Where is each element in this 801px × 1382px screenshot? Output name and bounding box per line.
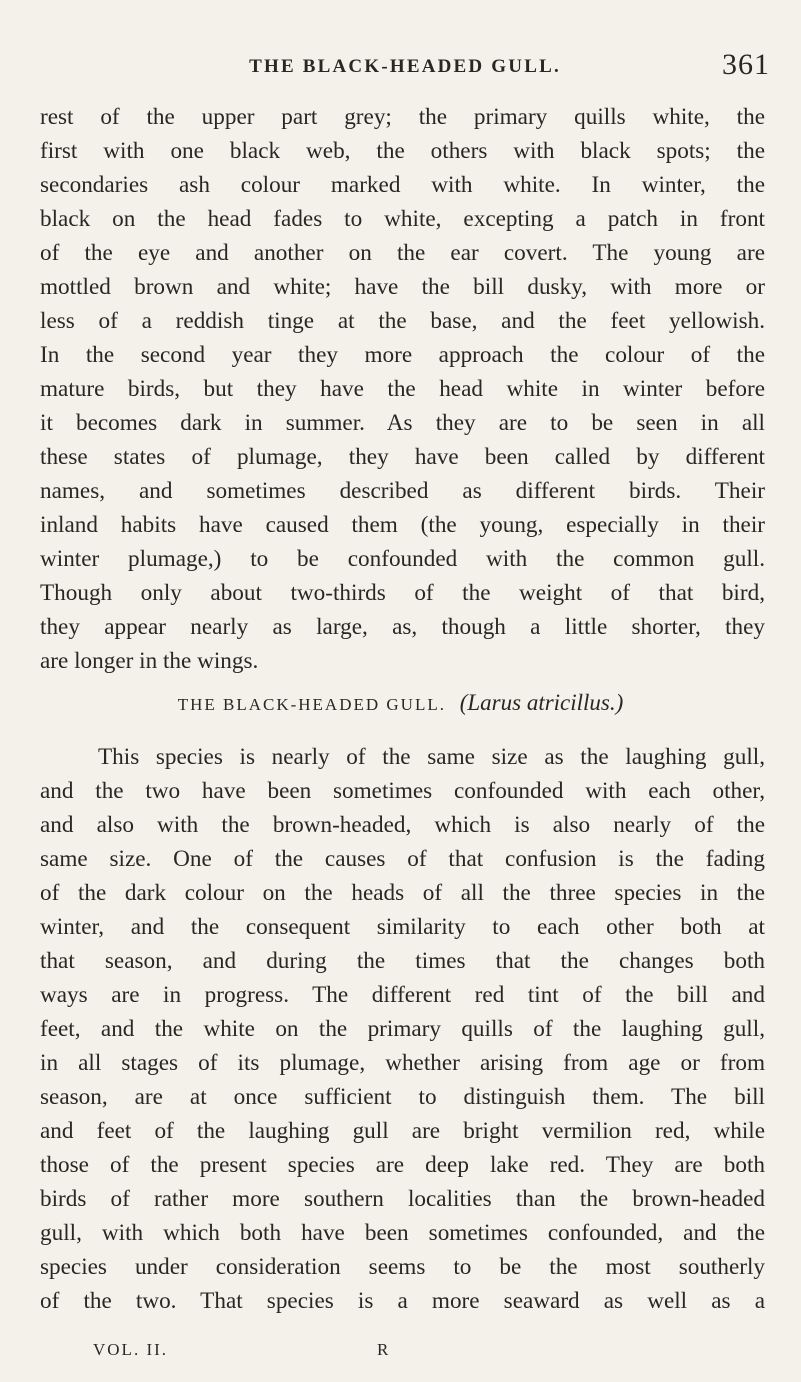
text-line: and the two have been sometimes confounded with each other, [40, 778, 765, 804]
text-line: inland habits have caused them (the young, especially in their [40, 512, 765, 538]
latin-name: (Larus atricillus.) [459, 690, 624, 715]
text-line: these states of plumage, they have been called by different [40, 444, 765, 470]
text-line: mottled brown and white; have the bill dusky, with more or [40, 274, 765, 300]
text-line: of the dark colour on the heads of all the three species in the [40, 880, 765, 906]
volume-label: VOL. II. [93, 1340, 169, 1359]
text-line: are longer in the wings. [40, 648, 259, 674]
paragraph-species-comparison [40, 740, 765, 1318]
text-line: winter, and the consequent similarity to each other both at [40, 914, 765, 940]
page-footer [93, 1340, 453, 1364]
text-line: those of the present species are deep lake red. They are both [40, 1152, 765, 1178]
text-line: birds of rather more southern localities than the brown-headed [40, 1186, 765, 1212]
text-line: and feet of the laughing gull are bright vermilion red, while [40, 1118, 765, 1144]
text-line: ways are in progress. The different red tint of the bill and [40, 982, 765, 1008]
text-line: and also with the brown-headed, which is also nearly of the [40, 812, 765, 838]
text-line: names, and sometimes described as different birds. Their [40, 478, 765, 504]
signature-mark: R [377, 1340, 391, 1359]
section-heading [0, 688, 801, 720]
text-line: that season, and during the times that the changes both [40, 948, 765, 974]
text-line: less of a reddish tinge at the base, and the feet yellowish. [40, 308, 765, 334]
text-line: of the two. That species is a more seaward as well as a [40, 1288, 765, 1314]
text-line: This species is nearly of the same size as the laughing gull, [98, 744, 765, 770]
text-line: they appear nearly as large, as, though a little shorter, they [40, 614, 765, 640]
running-head [40, 48, 770, 86]
text-line: same size. One of the causes of that confusion is the fading [40, 846, 765, 872]
running-title: THE BLACK-HEADED GULL. [249, 56, 561, 77]
text-line: first with one black web, the others with black spots; the [40, 138, 765, 164]
text-line: of the eye and another on the ear covert. The young are [40, 240, 765, 266]
text-line: In the second year they more approach the colour of the [40, 342, 765, 368]
text-line: black on the head fades to white, excepting a patch in front [40, 206, 765, 232]
text-line: mature birds, but they have the head white in winter before [40, 376, 765, 402]
text-line: feet, and the white on the primary quills of the laughing gull, [40, 1016, 765, 1042]
text-line: rest of the upper part grey; the primary quills white, the [40, 104, 765, 130]
paragraph-plumage-description [40, 100, 765, 678]
section-title: THE BLACK-HEADED GULL. [177, 695, 446, 714]
text-line: secondaries ash colour marked with white. In winter, the [40, 172, 765, 198]
text-line: Though only about two-thirds of the weight of that bird, [40, 580, 765, 606]
text-line: in all stages of its plumage, whether arising from age or from [40, 1050, 765, 1076]
text-line: winter plumage,) to be confounded with the common gull. [40, 546, 765, 572]
page-number: 361 [722, 48, 770, 81]
text-line: gull, with which both have been sometimes confounded, and the [40, 1220, 765, 1246]
text-line: it becomes dark in summer. As they are to be seen in all [40, 410, 765, 436]
text-line: season, are at once sufficient to distinguish them. The bill [40, 1084, 765, 1110]
text-line: species under consideration seems to be the most southerly [40, 1254, 765, 1280]
